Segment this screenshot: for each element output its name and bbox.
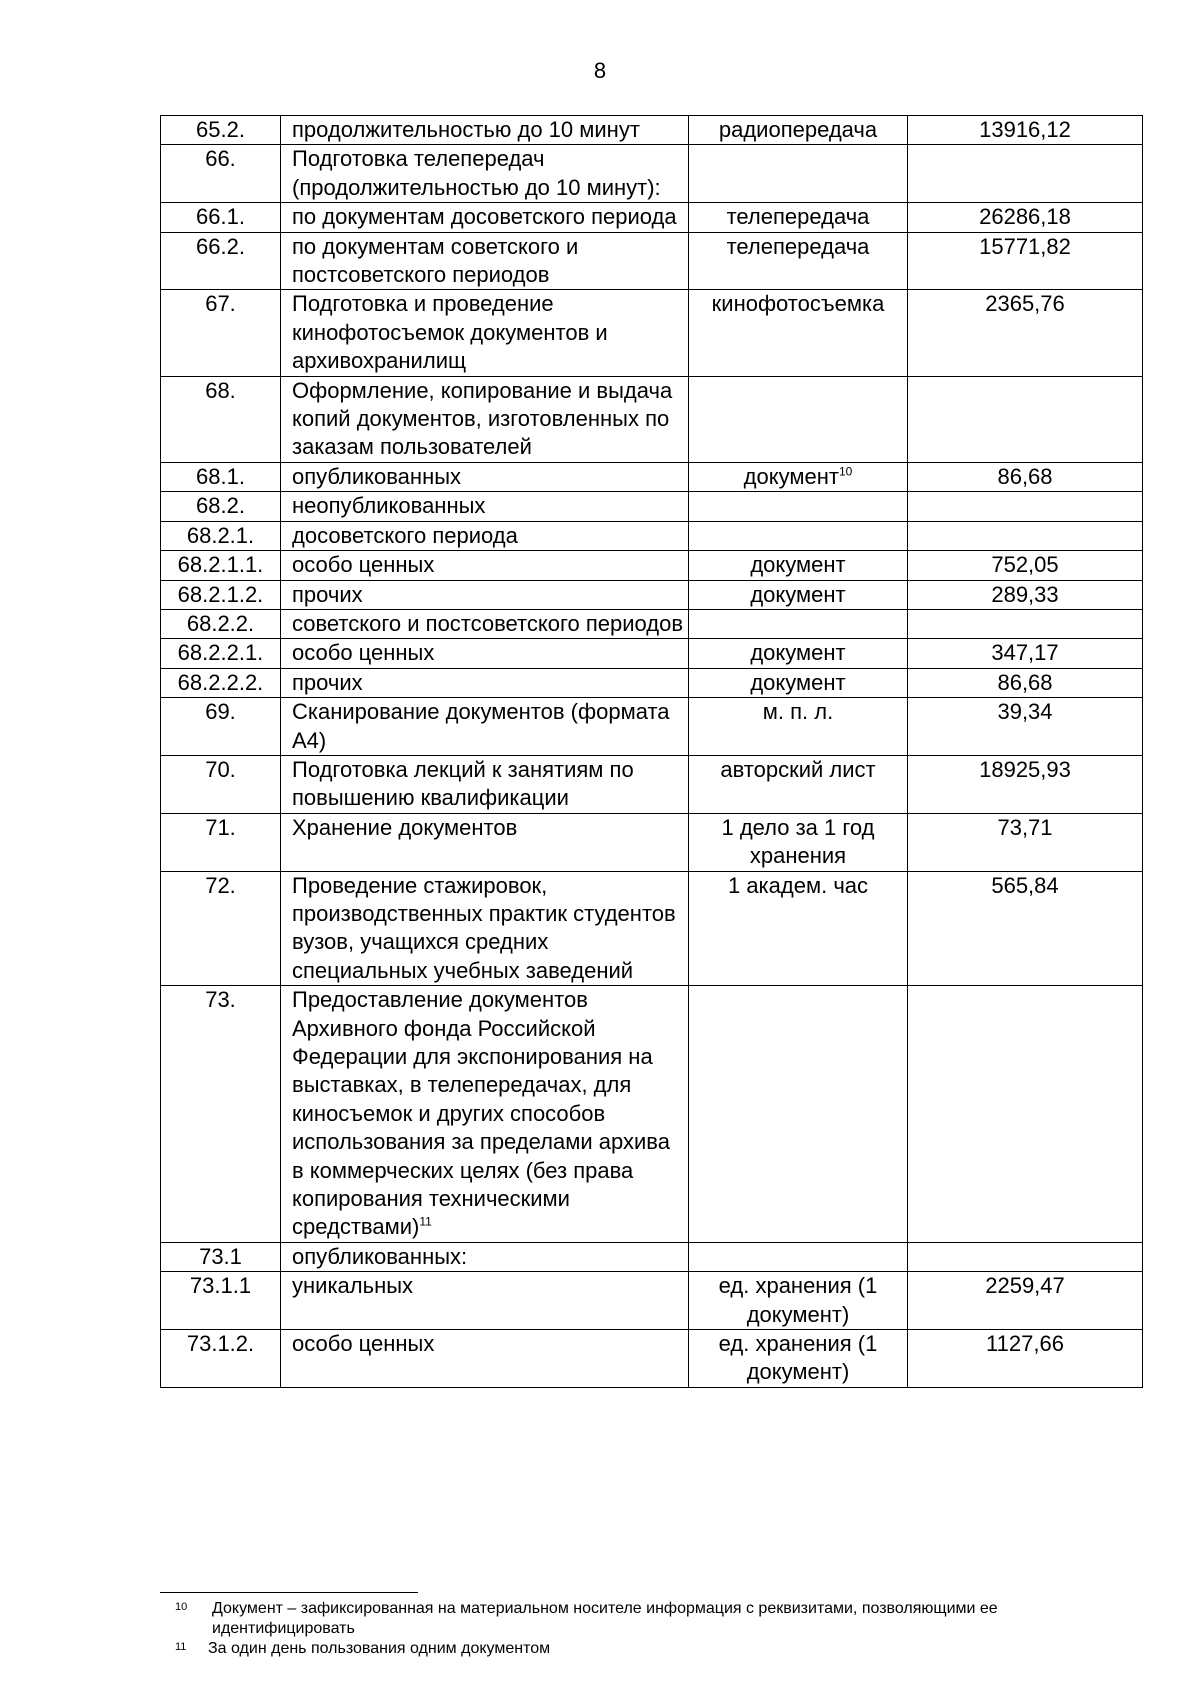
row-number: 72. [161, 871, 281, 986]
row-unit [689, 492, 908, 521]
row-number: 68. [161, 376, 281, 462]
footnote-text: За один день пользования одним документом [208, 1640, 551, 1657]
row-name: особо ценных [281, 639, 689, 668]
table-row [161, 986, 1143, 1243]
row-price [908, 521, 1143, 550]
row-price: 289,33 [908, 580, 1143, 609]
row-price [908, 376, 1143, 462]
footnote [160, 1599, 1140, 1639]
row-name: неопубликованных [281, 492, 689, 521]
row-name [281, 986, 689, 1243]
footnote-mark: 10 [175, 1601, 188, 1613]
row-unit: м. п. л. [689, 698, 908, 756]
row-unit: документ [689, 551, 908, 580]
row-unit: ед. хранения (1 документ) [689, 1330, 908, 1388]
row-name: Подготовка и проведение кинофотосъемок документов и архивохранилищ [281, 290, 689, 376]
row-number: 73.1 [161, 1242, 281, 1271]
row-unit [689, 1242, 908, 1271]
row-price: 565,84 [908, 871, 1143, 986]
row-name: Сканирование документов (формата А4) [281, 698, 689, 756]
row-number: 70. [161, 755, 281, 813]
row-number: 68.2.2.1. [161, 639, 281, 668]
row-name: опубликованных: [281, 1242, 689, 1271]
table-row [161, 145, 1143, 203]
row-name: по документам досоветского периода [281, 203, 689, 232]
row-number: 65.2. [161, 116, 281, 145]
price-table [160, 115, 1143, 1388]
footnote-mark: 11 [175, 1641, 187, 1653]
table-row [161, 462, 1143, 491]
table-row [161, 813, 1143, 871]
row-price [908, 492, 1143, 521]
row-name-text: Предоставление документов Архивного фонда Российской Федерации для экспонирования на выставках, в телепередачах, для киносъемок и других способов использования за пределами архива в коммерческих целях (без права копирования техническими средствами) [292, 987, 670, 1240]
table-row [161, 1330, 1143, 1388]
row-unit-text: документ [743, 463, 839, 489]
row-number: 68.2.2.2. [161, 668, 281, 697]
row-name: Подготовка телепередач (продолжительностью до 10 минут): [281, 145, 689, 203]
table-row [161, 668, 1143, 697]
row-name: особо ценных [281, 1330, 689, 1388]
row-number: 73. [161, 986, 281, 1243]
row-name: прочих [281, 580, 689, 609]
table-row [161, 871, 1143, 986]
row-unit: телепередача [689, 203, 908, 232]
row-number: 66.2. [161, 232, 281, 290]
row-number: 73.1.1 [161, 1272, 281, 1330]
row-unit: 1 академ. час [689, 871, 908, 986]
row-number: 68.2.1.1. [161, 551, 281, 580]
row-price: 347,17 [908, 639, 1143, 668]
table-row [161, 639, 1143, 668]
row-price [908, 609, 1143, 638]
row-price [908, 145, 1143, 203]
row-unit [689, 609, 908, 638]
row-price: 2365,76 [908, 290, 1143, 376]
row-name: продолжительностью до 10 минут [281, 116, 689, 145]
row-unit [689, 376, 908, 462]
row-name: особо ценных [281, 551, 689, 580]
row-price [908, 1242, 1143, 1271]
row-number: 66. [161, 145, 281, 203]
row-number: 71. [161, 813, 281, 871]
footnote [160, 1639, 1140, 1659]
row-unit [689, 462, 908, 491]
table-row [161, 698, 1143, 756]
row-price: 18925,93 [908, 755, 1143, 813]
row-unit: документ [689, 639, 908, 668]
row-price: 15771,82 [908, 232, 1143, 290]
row-number: 68.1. [161, 462, 281, 491]
row-price [908, 986, 1143, 1243]
row-number: 68.2. [161, 492, 281, 521]
row-unit: документ [689, 668, 908, 697]
table-row [161, 116, 1143, 145]
row-number: 68.2.2. [161, 609, 281, 638]
row-name: досоветского периода [281, 521, 689, 550]
row-unit: кинофотосъемка [689, 290, 908, 376]
row-number: 69. [161, 698, 281, 756]
row-name: Оформление, копирование и выдача копий документов, изготовленных по заказам пользователей [281, 376, 689, 462]
row-price: 752,05 [908, 551, 1143, 580]
row-name: прочих [281, 668, 689, 697]
row-name: советского и постсоветского периодов [281, 609, 689, 638]
row-unit [689, 145, 908, 203]
footnote-ref: 11 [419, 1215, 432, 1230]
row-unit: ед. хранения (1 документ) [689, 1272, 908, 1330]
row-price: 2259,47 [908, 1272, 1143, 1330]
row-unit [689, 986, 908, 1243]
row-name: Хранение документов [281, 813, 689, 871]
row-number: 67. [161, 290, 281, 376]
row-price: 13916,12 [908, 116, 1143, 145]
row-number: 68.2.1. [161, 521, 281, 550]
row-number: 68.2.1.2. [161, 580, 281, 609]
row-name: опубликованных [281, 462, 689, 491]
row-price: 86,68 [908, 462, 1143, 491]
row-name: Подготовка лекций к занятиям по повышению квалификации [281, 755, 689, 813]
table-row [161, 232, 1143, 290]
row-name: по документам советского и постсоветского периодов [281, 232, 689, 290]
table-row [161, 203, 1143, 232]
row-name: Проведение стажировок, производственных практик студентов вузов, учащихся средних специальных учебных заведений [281, 871, 689, 986]
row-price: 26286,18 [908, 203, 1143, 232]
table-row [161, 290, 1143, 376]
row-unit: 1 дело за 1 год хранения [689, 813, 908, 871]
row-price: 39,34 [908, 698, 1143, 756]
table-row [161, 1272, 1143, 1330]
row-price: 1127,66 [908, 1330, 1143, 1388]
table-row [161, 492, 1143, 521]
table-row [161, 521, 1143, 550]
footnotes [160, 1599, 1140, 1659]
table-row [161, 609, 1143, 638]
footnote-separator [160, 1592, 418, 1593]
row-number: 66.1. [161, 203, 281, 232]
table-row [161, 1242, 1143, 1271]
page-number: 8 [593, 58, 607, 83]
row-name: уникальных [281, 1272, 689, 1330]
table-row [161, 376, 1143, 462]
row-unit: авторский лист [689, 755, 908, 813]
row-number: 73.1.2. [161, 1330, 281, 1388]
row-price: 73,71 [908, 813, 1143, 871]
row-unit: телепередача [689, 232, 908, 290]
row-unit: радиопередача [689, 116, 908, 145]
row-unit [689, 521, 908, 550]
footnote-text: Документ – зафиксированная на материальном носителе информация с реквизитами, позволяющими ее идентифицировать [212, 1600, 998, 1637]
table-row [161, 580, 1143, 609]
row-price: 86,68 [908, 668, 1143, 697]
footnote-ref: 10 [838, 464, 853, 479]
table-row [161, 551, 1143, 580]
table-row [161, 755, 1143, 813]
row-unit: документ [689, 580, 908, 609]
